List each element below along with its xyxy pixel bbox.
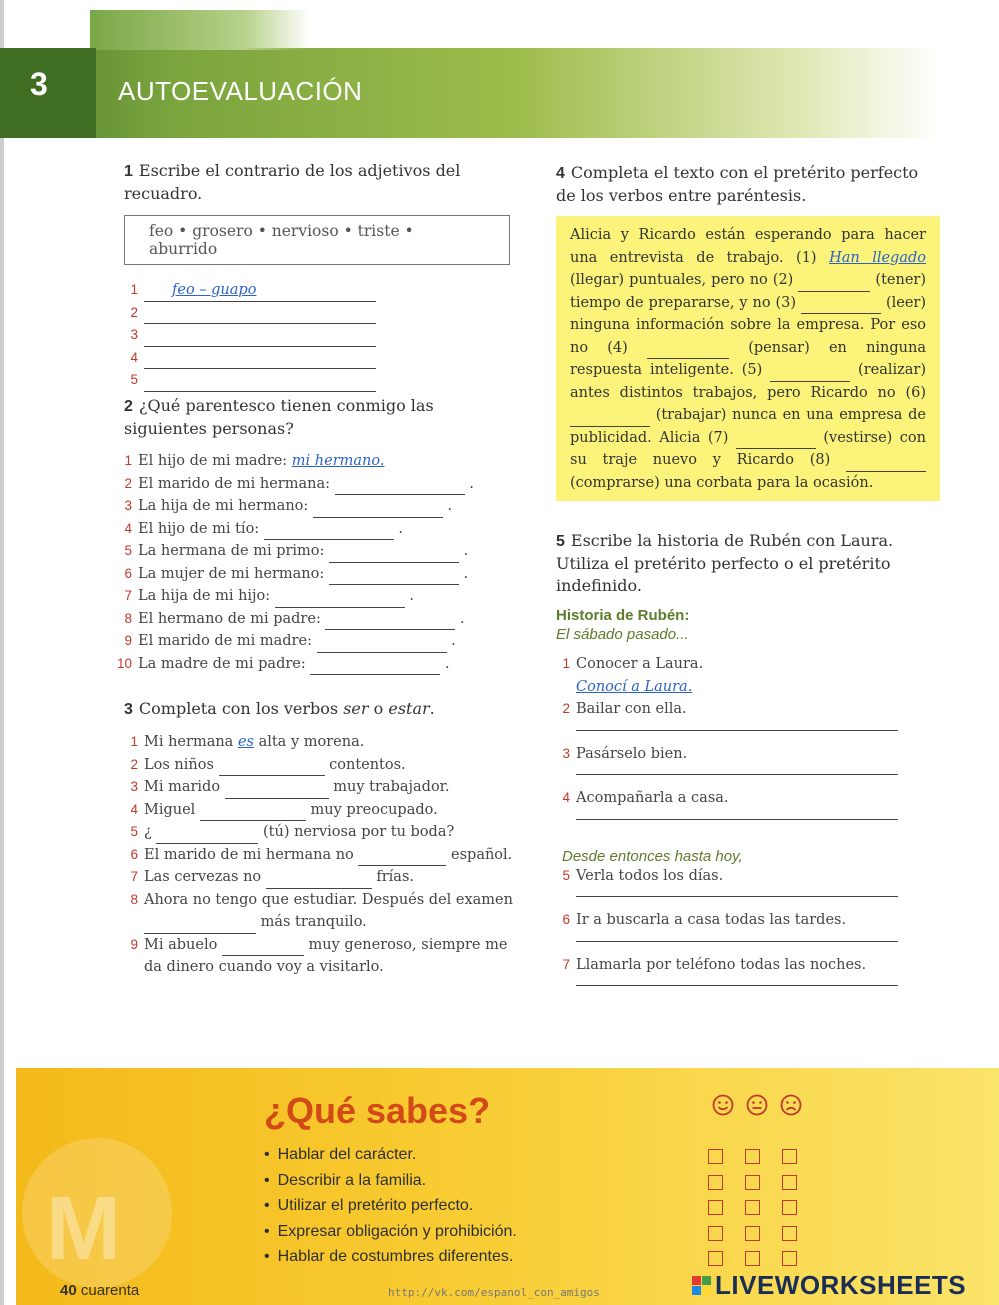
verb-row [124, 866, 534, 889]
story-row [556, 743, 946, 766]
answer-line[interactable] [576, 773, 898, 775]
answer-row [124, 347, 524, 370]
story-answer-space [556, 810, 946, 832]
exercise-2-heading [124, 395, 464, 440]
relation-prompt: El hermano de mi padre: [138, 610, 321, 627]
page-number-digits: 40 [60, 1282, 77, 1299]
relation-prompt: La hija de mi hermano: [138, 498, 309, 514]
verb-row [124, 731, 534, 754]
text-segment: (comprarse) una corbata para la ocasión. [570, 474, 874, 491]
que-sabes-band [16, 1068, 999, 1305]
sentence-end: contentos. [324, 756, 406, 773]
item-number: 6 [130, 846, 138, 862]
story-title: Historia de Rubén: [556, 607, 690, 624]
exercise-5-heading [556, 530, 916, 597]
item-number: 4 [562, 790, 570, 805]
item-number: 3 [124, 498, 132, 513]
rating-checkbox[interactable] [745, 1251, 760, 1266]
answer-blank[interactable] [335, 479, 465, 495]
story-row [556, 865, 946, 888]
story-answer-space [556, 976, 946, 998]
answer-blank[interactable] [329, 547, 459, 563]
item-number: 10 [116, 655, 132, 671]
answer-blank[interactable] [570, 411, 650, 427]
item-number: 1 [124, 453, 132, 468]
exercise-1-heading [124, 160, 484, 205]
rating-checkbox[interactable] [782, 1251, 797, 1266]
text-segment: (tener) tiempo de prepararse, y no (3) [570, 272, 926, 311]
exercise-instruction: Completa con los verbos [138, 699, 344, 718]
item-number: 3 [130, 327, 138, 342]
instruction-end: . [429, 699, 435, 718]
answer-blank[interactable] [770, 366, 850, 382]
item-number: 4 [124, 520, 132, 536]
answer-blank[interactable] [329, 569, 459, 585]
answer-row [124, 369, 524, 392]
sentence-start: Miguel [144, 801, 200, 818]
text-segment: (vestirse) con su traje nuevo y Ricardo (8) [570, 429, 926, 468]
story-row [556, 653, 946, 676]
item-number: 1 [130, 734, 138, 749]
answer-blank[interactable] [647, 343, 729, 359]
sample-answer: Han llegado [829, 249, 926, 266]
item-number: 4 [130, 801, 138, 817]
exercise-instruction: ¿Qué parentesco tienen conmigo las siguientes personas? [124, 396, 434, 438]
rating-checkbox[interactable] [745, 1200, 760, 1215]
text-segment: (pensar) en ninguna respuesta inteligente. (5) [570, 339, 926, 378]
sentence-end: (tú) nerviosa por tu boda? [258, 824, 455, 840]
answer-blank[interactable] [156, 828, 258, 844]
sentence-start: El marido de mi hermana no [144, 846, 359, 863]
skill-item: • Hablar de costumbres diferentes. [264, 1244, 517, 1270]
item-number: 7 [124, 588, 132, 603]
verb-text-box [556, 216, 940, 501]
relation-row: 5 La hermana de mi primo: . [116, 540, 524, 563]
text-segment: (realizar) antes distintos trabajos, pero Ricardo no (6) [570, 362, 927, 401]
story-answer-space [556, 721, 946, 743]
page-number-word: cuarenta [80, 1282, 140, 1299]
item-number: 5 [130, 824, 138, 839]
relation-prompt: La hija de mi hijo: [138, 588, 271, 604]
verb-row [124, 821, 534, 844]
item-number: 5 [562, 867, 570, 883]
story-prompt: Acompañarla a casa. [576, 790, 729, 806]
checkbox-row [708, 1170, 797, 1196]
rating-checkboxes [708, 1144, 797, 1272]
skill-item: • Utilizar el pretérito perfecto. [264, 1193, 517, 1219]
item-number: 6 [562, 912, 570, 927]
answer-blank[interactable] [275, 592, 405, 608]
item-number: 9 [124, 633, 132, 648]
verb-row [124, 776, 534, 799]
section-title: AUTOEVALUACIÓN [118, 76, 363, 106]
header-decoration [90, 10, 310, 50]
sentence-end: muy preocupado. [305, 801, 438, 818]
story-part-2: Desde entonces hasta hoy, [562, 847, 743, 865]
sentence-start: Mi hermana [144, 734, 238, 750]
exercise-3 [124, 698, 534, 979]
answer-blank[interactable] [310, 659, 440, 675]
sample-answer: es [237, 734, 254, 750]
sentence-start: Mi marido [144, 779, 225, 795]
rating-checkbox[interactable] [708, 1251, 723, 1266]
answer-blank[interactable] [219, 760, 325, 776]
story-prompt: Pasárselo bien. [576, 745, 688, 762]
answer-line[interactable] [576, 729, 898, 731]
relation-prompt: El marido de mi madre: [138, 633, 312, 649]
exercise-instruction: Escribe la historia de Rubén con Laura. Utiliza el pretérito perfecto o el pretérito indefinido. [556, 531, 894, 595]
story-items-2 [556, 865, 946, 999]
rating-checkbox[interactable] [708, 1226, 723, 1241]
sentence-start: Los niños [144, 756, 219, 773]
happy-face-icon [712, 1094, 734, 1116]
exercise-4-heading [556, 162, 936, 207]
relation-prompt: La hermana de mi primo: [138, 543, 325, 559]
item-number: 2 [562, 701, 570, 716]
item-number: 5 [124, 543, 132, 558]
exercise-number: 3 [124, 701, 133, 718]
story-row [556, 909, 946, 932]
page-number [60, 1282, 139, 1299]
exercise-2 [116, 395, 524, 675]
rating-checkbox[interactable] [782, 1149, 797, 1164]
sentence-end: frías. [371, 869, 414, 885]
verb-row [124, 889, 534, 912]
answer-line[interactable] [576, 940, 898, 942]
liveworksheets-cubes-icon [692, 1276, 711, 1295]
verb-estar: estar [388, 699, 430, 718]
answer-line[interactable] [576, 818, 898, 820]
rating-checkbox[interactable] [708, 1200, 723, 1215]
item-number: 7 [130, 869, 138, 884]
rating-checkbox[interactable] [745, 1226, 760, 1241]
item-number: 1 [130, 282, 138, 297]
story-answer-space [556, 887, 946, 909]
que-sabes-list [264, 1142, 517, 1270]
rating-checkbox[interactable] [782, 1226, 797, 1241]
neutral-face-icon [746, 1094, 768, 1116]
story-prompt: Verla todos los días. [576, 867, 724, 884]
relation-prompt: La madre de mi padre: [138, 655, 306, 672]
story-items-1 [556, 653, 946, 832]
rating-checkbox[interactable] [708, 1175, 723, 1190]
relation-row: 7 La hija de mi hijo: . [116, 585, 524, 608]
checkbox-row [708, 1144, 797, 1170]
relation-row: 9 El marido de mi madre: . [116, 630, 524, 653]
story-prompt: Llamarla por teléfono todas las noches. [576, 956, 867, 973]
exercise-1-items [124, 279, 524, 392]
exercise-number: 2 [124, 398, 133, 415]
relation-row: 8 El hermano de mi padre: . [116, 608, 524, 631]
answer-blank[interactable] [846, 456, 926, 472]
relation-prompt: El hijo de mi tío: [138, 520, 260, 537]
exercise-instruction: Escribe el contrario de los adjetivos del recuadro. [124, 161, 461, 203]
item-number: 4 [130, 349, 138, 365]
checkbox-row [708, 1246, 797, 1272]
verb-row [124, 799, 534, 822]
story-row [556, 787, 946, 810]
exercise-4 [556, 162, 946, 207]
relation-row: 4 El hijo de mi tío: . [116, 518, 524, 541]
story-row [556, 954, 946, 977]
text-segment: (trabajar) nunca en una empresa de publicidad. Alicia (7) [570, 407, 926, 446]
answer-blank[interactable] [144, 281, 376, 302]
verb-row-continued [124, 911, 534, 934]
sentence-start: Las cervezas no [144, 869, 266, 885]
rating-faces [712, 1094, 802, 1116]
sample-answer: Conocí a Laura. [576, 678, 693, 695]
sample-answer: feo – guapo [172, 281, 257, 298]
story-prompt: Ir a buscarla a casa todas las tardes. [576, 912, 847, 928]
answer-row [124, 324, 524, 347]
sample-answer: mi hermano. [291, 453, 385, 469]
answer-row [124, 302, 524, 325]
item-number: 2 [130, 756, 138, 772]
rating-checkbox[interactable] [745, 1175, 760, 1190]
unit-number: 3 [30, 66, 48, 102]
item-number: 6 [124, 565, 132, 581]
que-sabes-title: ¿Qué sabes? [264, 1090, 491, 1131]
answer-row [124, 279, 524, 302]
story-prompt: Conocer a Laura. [576, 656, 704, 672]
item-number: 2 [130, 304, 138, 320]
verb-row [124, 844, 534, 867]
answer-blank[interactable] [222, 940, 304, 956]
item-number: 7 [562, 956, 570, 972]
skill-item: • Hablar del carácter. [264, 1142, 517, 1168]
answer-blank[interactable] [313, 502, 443, 518]
sentence-end: alta y morena. [253, 734, 365, 750]
item-number: 8 [124, 610, 132, 626]
story-answer-space [556, 765, 946, 787]
text-segment: (llegar) puntuales, pero no (2) [570, 272, 799, 288]
item-number: 8 [130, 891, 138, 907]
sentence-end: da dinero cuando voy a visitarlo. [144, 959, 384, 975]
answer-blank[interactable] [144, 376, 376, 392]
text-segment: Alicia y Ricardo están esperando para hacer una entrevista de trabajo. (1) [570, 227, 926, 266]
answer-blank[interactable] [798, 276, 870, 292]
relation-row [116, 450, 524, 473]
rating-checkbox[interactable] [782, 1200, 797, 1215]
answer-blank[interactable] [200, 805, 306, 821]
logo-mark-icon: M [46, 1179, 121, 1279]
sad-face-icon [780, 1094, 802, 1116]
answer-line[interactable] [576, 984, 898, 986]
relation-row: 2 El marido de mi hermana: . [116, 473, 524, 496]
sentence-end: español. [446, 846, 513, 863]
relation-prompt: El marido de mi hermana: [138, 475, 330, 492]
answer-blank[interactable] [144, 331, 376, 347]
checkbox-row [708, 1221, 797, 1247]
verb-row [124, 934, 534, 957]
exercise-number: 1 [124, 163, 133, 180]
relation-row: 6 La mujer de mi hermano: . [116, 563, 524, 586]
verb-ser: ser [343, 699, 369, 718]
page-edge [0, 0, 4, 1305]
instruction-or: o [368, 699, 389, 718]
answer-blank[interactable] [144, 353, 376, 369]
answer-blank[interactable] [736, 433, 816, 449]
story-answer-space [556, 932, 946, 954]
story-row [556, 676, 946, 699]
item-number: 2 [124, 475, 132, 491]
liveworksheets-wordmark: LIVEWORKSHEETS [715, 1270, 967, 1300]
word-box: feo • grosero • nervioso • triste • aburrido [124, 215, 510, 265]
item-number: 1 [562, 656, 570, 671]
verb-row [124, 754, 534, 777]
item-number: 9 [130, 936, 138, 952]
exercise-number: 5 [556, 533, 565, 550]
answer-blank[interactable] [325, 614, 455, 630]
exercise-5 [556, 530, 946, 998]
exercise-3-items [124, 731, 534, 979]
item-number: 3 [562, 745, 570, 761]
unit-box [0, 48, 96, 138]
sentence-end: muy generoso, siempre me [303, 936, 508, 953]
answer-blank[interactable] [801, 298, 881, 314]
exercise-number: 4 [556, 165, 565, 182]
relation-row: 10 La madre de mi padre: . [116, 653, 524, 676]
text-segment: (leer) ninguna información sobre la empresa. Por eso no (4) [570, 294, 927, 356]
skill-item: • Describir a la familia. [264, 1168, 517, 1194]
rating-checkbox[interactable] [708, 1149, 723, 1164]
item-number: 3 [130, 779, 138, 794]
answer-line[interactable] [576, 895, 898, 897]
answer-blank[interactable] [266, 873, 372, 889]
answer-blank[interactable] [144, 308, 376, 324]
story-prompt: Bailar con ella. [576, 701, 687, 717]
answer-blank[interactable] [225, 783, 329, 799]
exercise-2-items [116, 450, 524, 675]
checkbox-row [708, 1195, 797, 1221]
answer-blank[interactable] [264, 524, 394, 540]
skill-item: • Expresar obligación y prohibición. [264, 1219, 517, 1245]
exercise-instruction: Completa el texto con el pretérito perfecto de los verbos entre paréntesis. [556, 163, 919, 205]
sentence-end: más tranquilo. [256, 914, 367, 930]
story-row [556, 698, 946, 721]
item-number: 5 [130, 372, 138, 387]
sentence-start: ¿ [144, 824, 157, 840]
exercise-1 [124, 160, 524, 392]
answer-blank[interactable] [144, 918, 256, 934]
answer-blank[interactable] [358, 850, 446, 866]
relation-row: 3 La hija de mi hermano: . [116, 495, 524, 518]
exercise-3-heading [124, 698, 534, 721]
rating-checkbox[interactable] [745, 1149, 760, 1164]
relation-prompt: La mujer de mi hermano: [138, 565, 325, 582]
relation-prompt: El hijo de mi madre: [138, 453, 288, 469]
liveworksheets-logo [692, 1270, 966, 1301]
sentence-start: Ahora no tengo que estudiar. Después del examen [144, 891, 513, 908]
sentence-start: Mi abuelo [144, 936, 222, 953]
verb-row-continued [124, 956, 534, 979]
rating-checkbox[interactable] [782, 1175, 797, 1190]
sentence-end: muy trabajador. [328, 779, 450, 795]
footer-url: http://vk.com/espanol_con_amigos [388, 1286, 600, 1299]
answer-blank[interactable] [317, 637, 447, 653]
story-part-1: El sábado pasado... [556, 626, 689, 643]
